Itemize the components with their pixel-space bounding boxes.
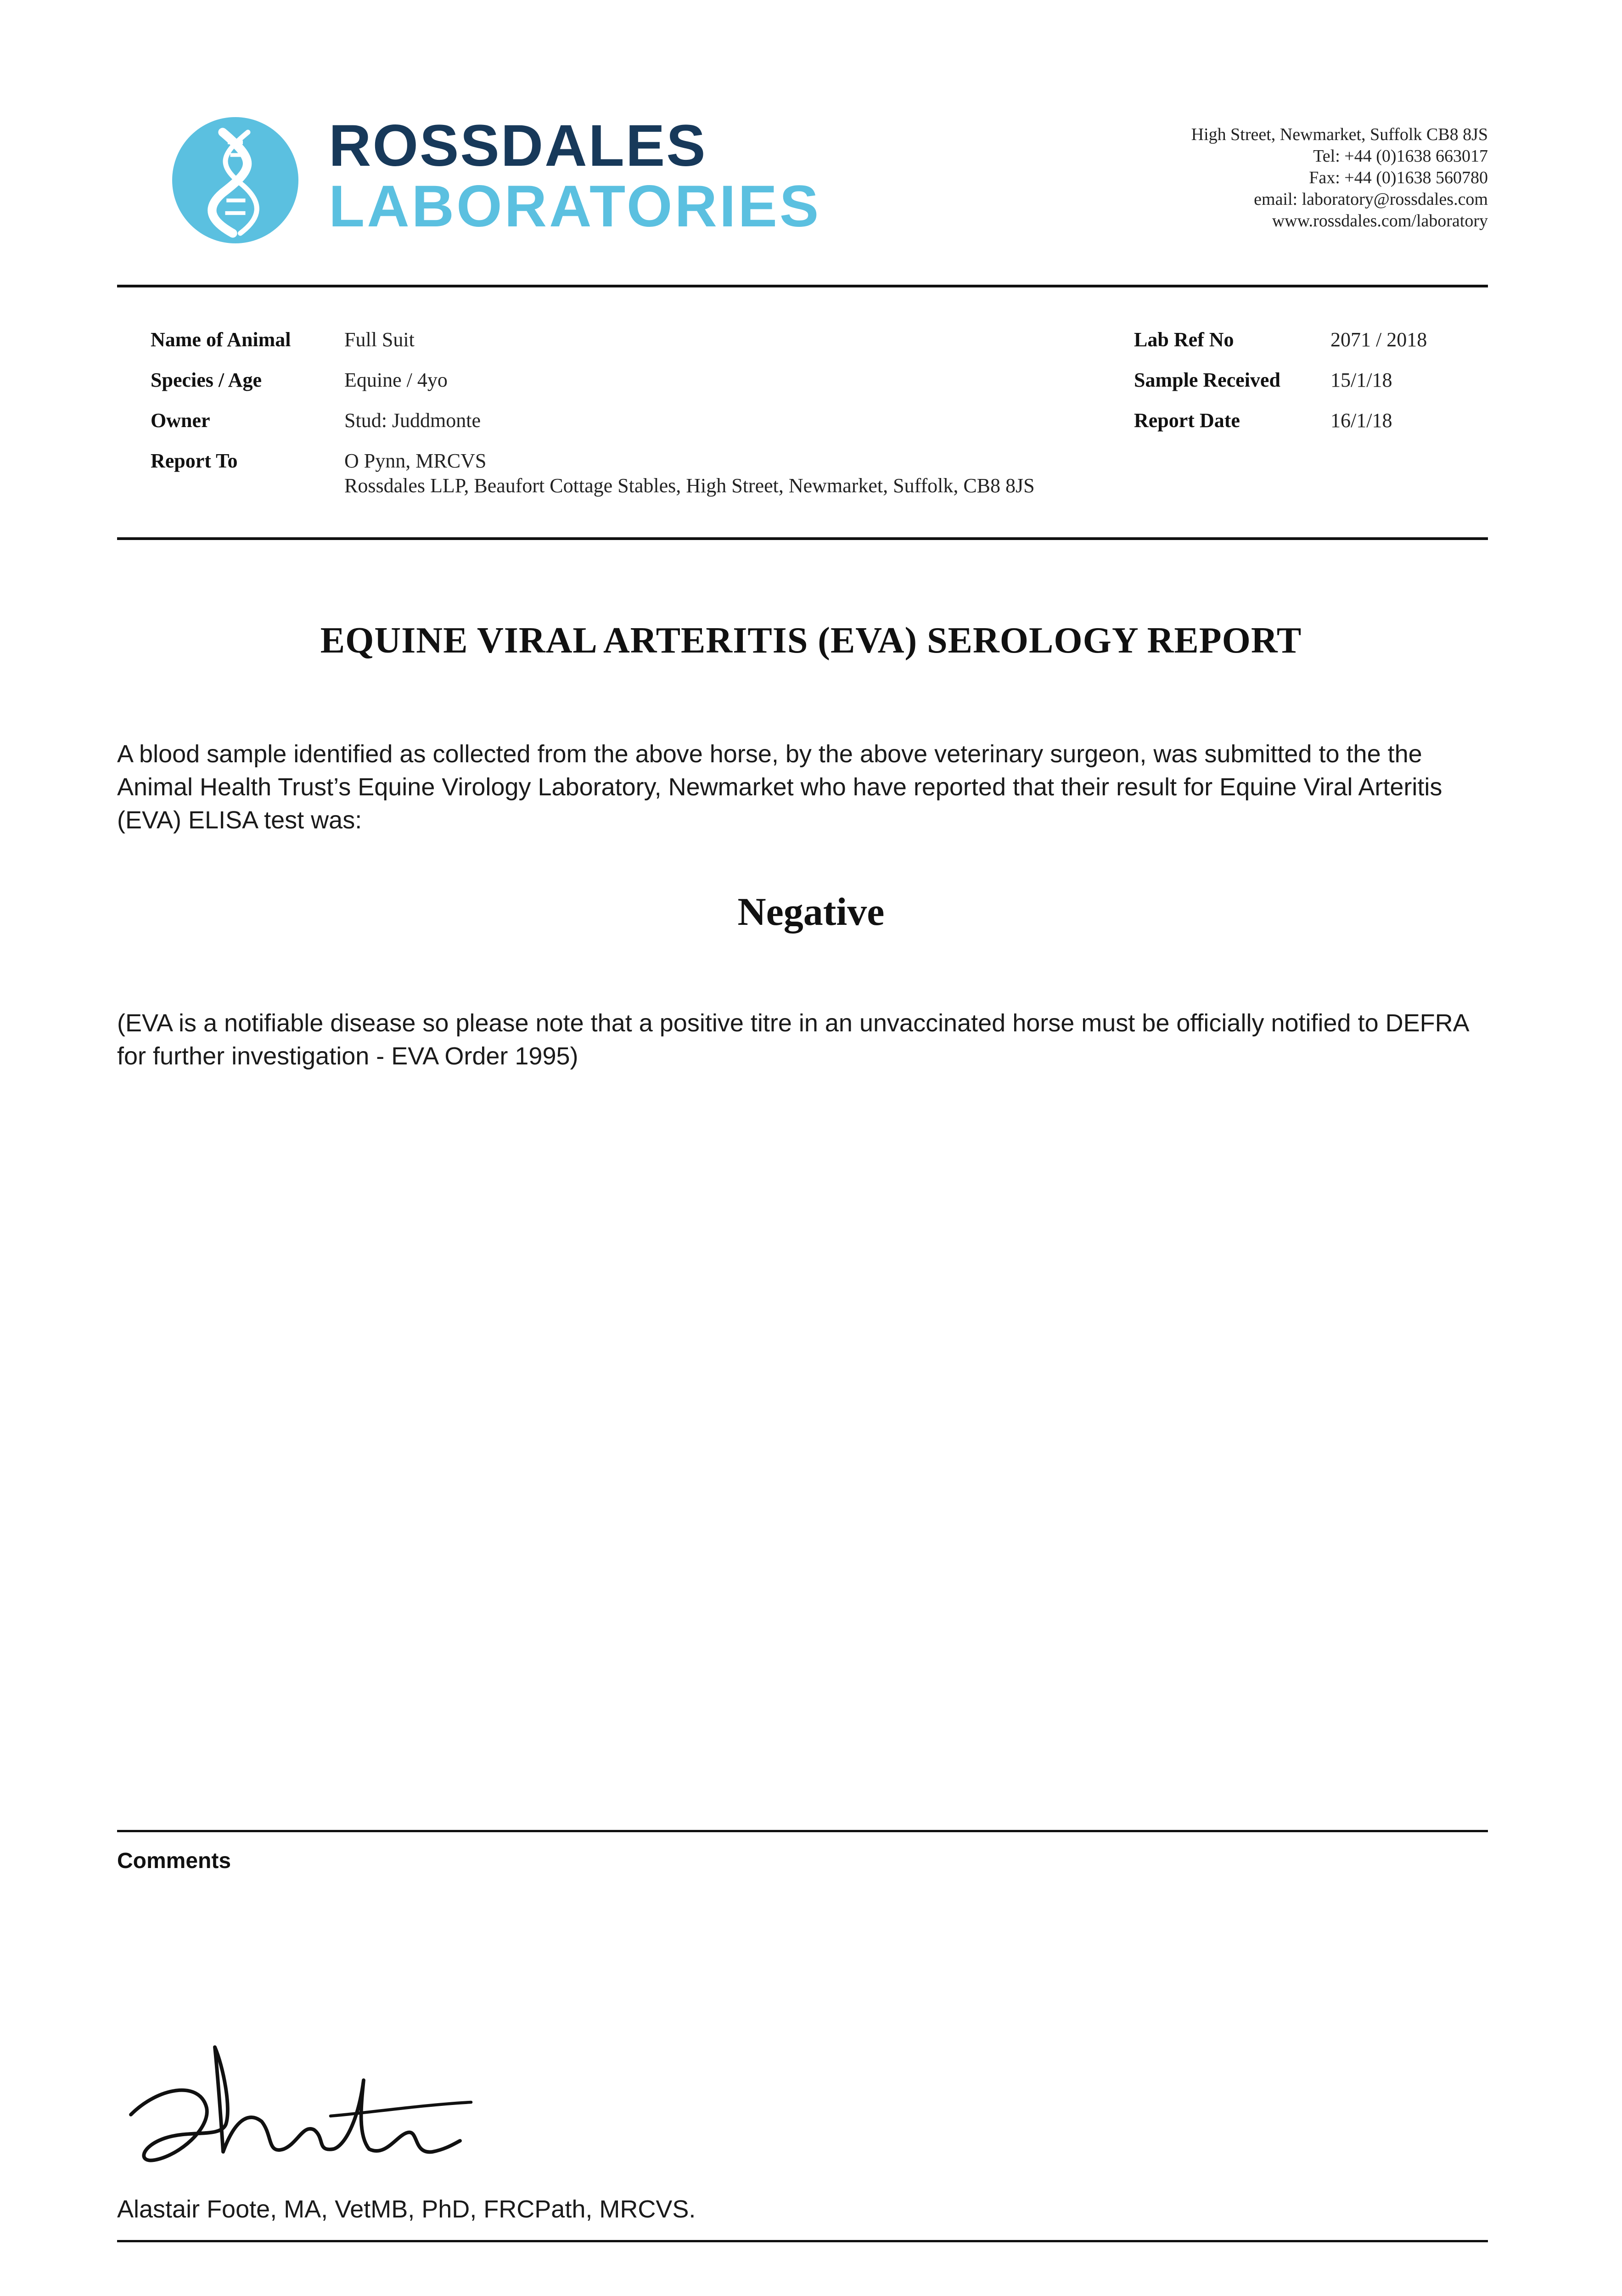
report-intro-paragraph: A blood sample identified as collected from the above horse, by the above veterinary surgeon, was submitted to the the Animal Health Trust’s Equine Virology Laboratory, Newmarket who have reported that their result for Equine Viral Arteritis (EVA) ELISA test was: [117, 740, 1442, 834]
test-result: Negative [737, 889, 885, 934]
report-date-label: Report Date [1134, 409, 1240, 432]
signatory-name: Alastair Foote, MA, VetMB, PhD, FRCPath, MRCVS. [117, 2195, 696, 2223]
handwritten-signature [124, 2039, 482, 2177]
report-to-value: O Pynn, MRCVS [344, 450, 487, 472]
report-date-value: 16/1/18 [1330, 409, 1392, 432]
comments-divider [117, 1830, 1488, 1832]
species-age-label: Species / Age [151, 369, 262, 391]
footer-divider [117, 2240, 1488, 2242]
brand-name-line2: LABORATORIES [329, 174, 821, 239]
comments-label: Comments [117, 1849, 231, 1873]
owner-label: Owner [151, 409, 210, 432]
owner-value: Stud: Juddmonte [344, 409, 481, 432]
contact-website: www.rossdales.com/laboratory [1272, 211, 1488, 231]
lab-ref-value: 2071 / 2018 [1330, 328, 1427, 351]
contact-address: High Street, Newmarket, Suffolk CB8 8JS [1191, 125, 1488, 144]
name-of-animal-label: Name of Animal [151, 328, 291, 351]
report-to-address: Rossdales LLP, Beaufort Cottage Stables, High Street, Newmarket, Suffolk, CB8 8JS [344, 474, 1035, 497]
name-of-animal-value: Full Suit [344, 328, 415, 351]
species-age-value: Equine / 4yo [344, 369, 448, 391]
contact-tel: Tel: +44 (0)1638 663017 [1313, 146, 1488, 166]
dna-helix-icon [172, 117, 298, 243]
contact-fax: Fax: +44 (0)1638 560780 [1309, 168, 1488, 187]
header-divider [117, 285, 1488, 287]
info-divider [117, 537, 1488, 540]
sample-received-value: 15/1/18 [1330, 369, 1392, 391]
contact-email: email: laboratory@rossdales.com [1254, 190, 1488, 209]
notifiable-disease-note: (EVA is a notifiable disease so please note that a positive titre in an unvaccinated horse must be officially notified to DEFRA for further investigation - EVA Order 1995) [117, 1009, 1468, 1070]
brand-name-line1: ROSSDALES [329, 113, 707, 179]
lab-ref-label: Lab Ref No [1134, 328, 1234, 351]
sample-received-label: Sample Received [1134, 369, 1280, 391]
contact-block [1191, 124, 1488, 232]
report-to-label: Report To [151, 450, 238, 472]
report-title: EQUINE VIRAL ARTERITIS (EVA) SEROLOGY REPORT [320, 620, 1302, 661]
